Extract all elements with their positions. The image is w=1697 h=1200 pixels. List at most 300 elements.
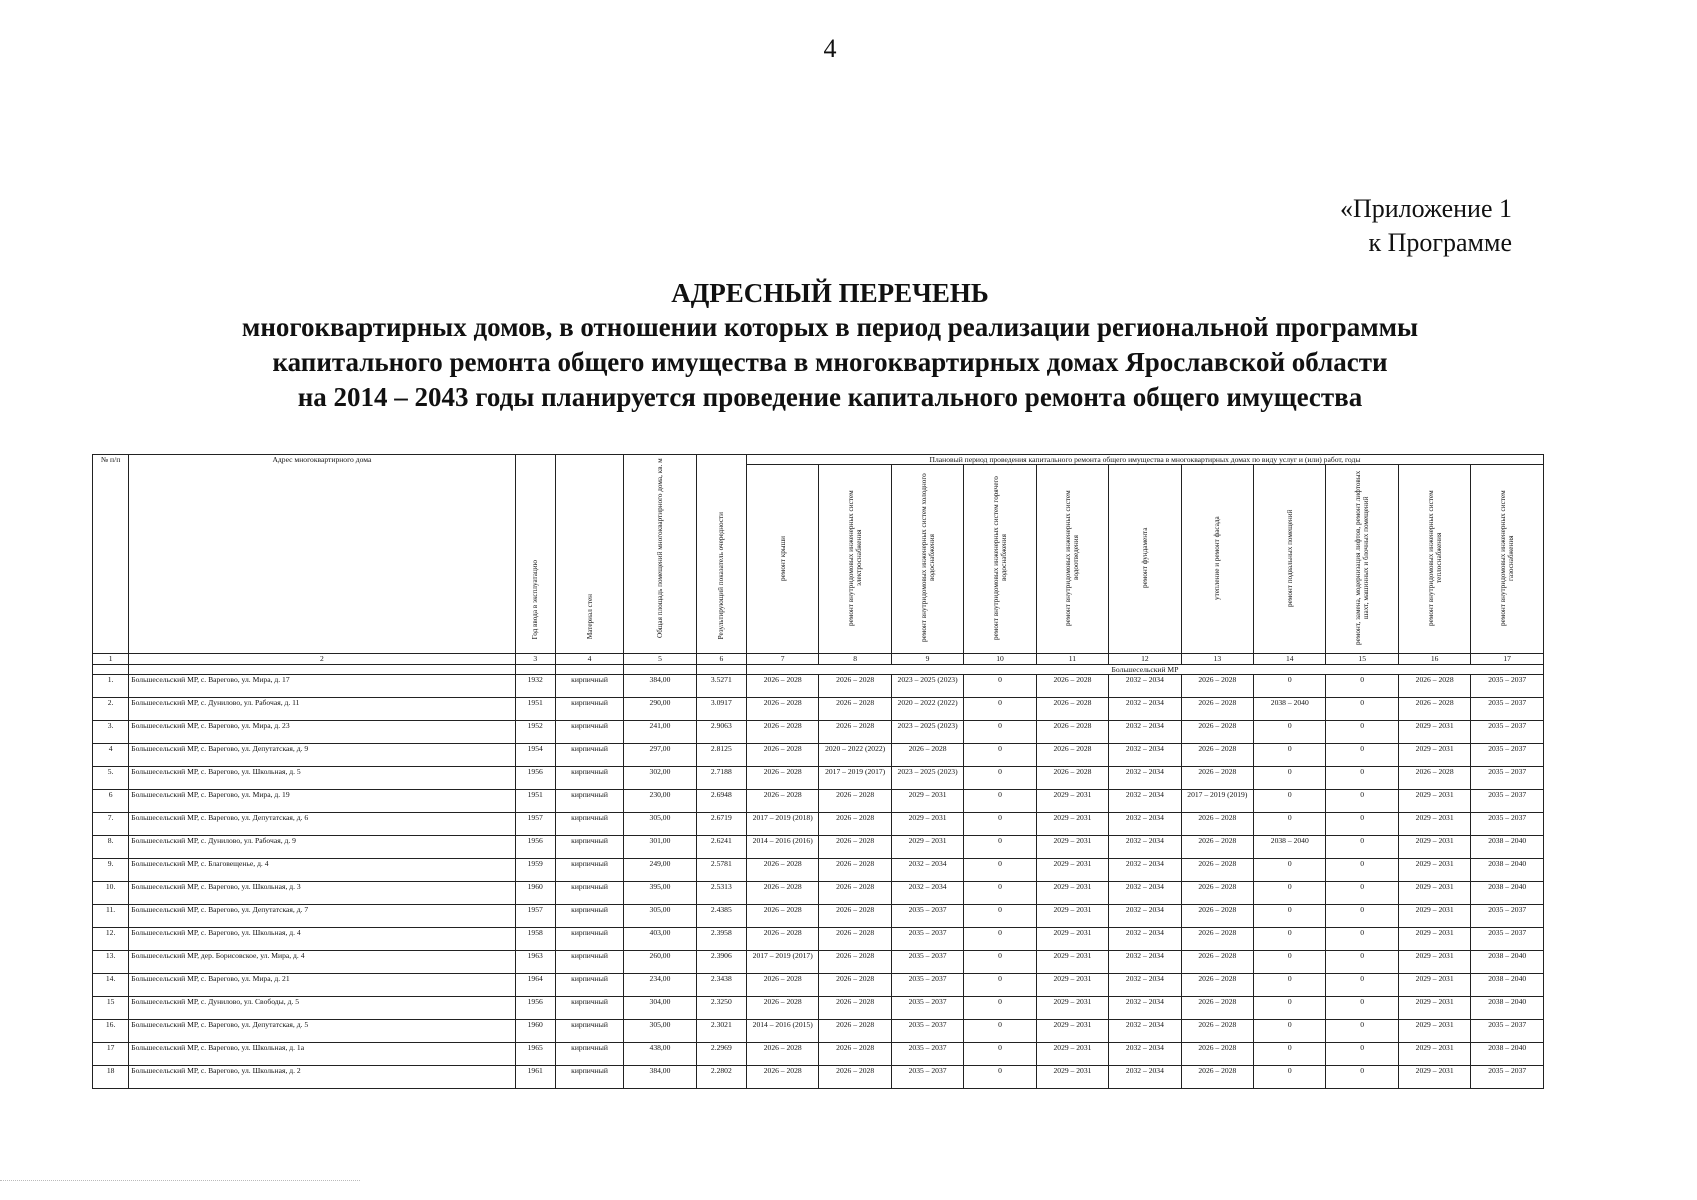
table-cell: 2029 – 2031 bbox=[1036, 813, 1108, 836]
table-cell: 1957 bbox=[515, 813, 555, 836]
table-body bbox=[93, 665, 1544, 1089]
table-cell: 2026 – 2028 bbox=[1036, 721, 1108, 744]
header-work-13 bbox=[1181, 465, 1253, 654]
table-cell: 0 bbox=[1326, 1020, 1398, 1043]
table-cell: 1963 bbox=[515, 951, 555, 974]
table-cell: 2029 – 2031 bbox=[1398, 813, 1470, 836]
address-cell: Большесельский МР, с. Дунилово, ул. Свободы, д. 5 bbox=[129, 997, 515, 1020]
table-row bbox=[93, 767, 1544, 790]
table-cell: 2038 – 2040 bbox=[1254, 698, 1326, 721]
table-cell: 11. bbox=[93, 905, 129, 928]
address-cell: Большесельский МР, дер. Борисовское, ул. Мира, д. 4 bbox=[129, 951, 515, 974]
table-cell: 2026 – 2028 bbox=[746, 882, 818, 905]
table-row bbox=[93, 882, 1544, 905]
table-cell: 395,00 bbox=[624, 882, 696, 905]
table-cell: 2032 – 2034 bbox=[1109, 790, 1181, 813]
table-row bbox=[93, 928, 1544, 951]
table-cell: 0 bbox=[1254, 721, 1326, 744]
table-cell: 2026 – 2028 bbox=[1036, 698, 1108, 721]
section-spacer bbox=[624, 665, 696, 675]
table-cell: 230,00 bbox=[624, 790, 696, 813]
appendix-line-1: «Приложение 1 bbox=[1339, 194, 1512, 223]
table-cell: кирпичный bbox=[555, 951, 623, 974]
table-cell: 2032 – 2034 bbox=[1109, 1020, 1181, 1043]
column-number: 16 bbox=[1398, 654, 1470, 665]
table-cell: 2032 – 2034 bbox=[1109, 721, 1181, 744]
header-work-9 bbox=[891, 465, 963, 654]
table-cell: 2035 – 2037 bbox=[1471, 928, 1544, 951]
header-work-text: ремонт внутридомовых инженерных систем теплоснабжения bbox=[1426, 490, 1443, 626]
table-cell: 2.3438 bbox=[696, 974, 746, 997]
table-cell: 0 bbox=[1326, 928, 1398, 951]
table-cell: 1964 bbox=[515, 974, 555, 997]
table-cell: 2026 – 2028 bbox=[819, 905, 891, 928]
table-cell: 260,00 bbox=[624, 951, 696, 974]
table-row bbox=[93, 1020, 1544, 1043]
table-cell: 2032 – 2034 bbox=[1109, 928, 1181, 951]
address-cell: Большесельский МР, с. Варегово, ул. Мира, д. 17 bbox=[129, 675, 515, 698]
table-cell: кирпичный bbox=[555, 928, 623, 951]
table-cell: кирпичный bbox=[555, 836, 623, 859]
table-cell: 2032 – 2034 bbox=[1109, 1066, 1181, 1089]
table-cell: кирпичный bbox=[555, 813, 623, 836]
table-row bbox=[93, 974, 1544, 997]
table-cell: 0 bbox=[1326, 974, 1398, 997]
table-cell: 0 bbox=[964, 675, 1036, 698]
address-cell: Большесельский МР, с. Варегово, ул. Школьная, д. 5 bbox=[129, 767, 515, 790]
header-material-text: Материал стен bbox=[585, 593, 594, 639]
table-cell: 2038 – 2040 bbox=[1471, 951, 1544, 974]
table-cell: 2029 – 2031 bbox=[1398, 1066, 1470, 1089]
table-cell: 0 bbox=[964, 790, 1036, 813]
table-cell: 1958 bbox=[515, 928, 555, 951]
header-work-text: ремонт крыши bbox=[778, 535, 787, 581]
header-work-7 bbox=[746, 465, 818, 654]
table-cell: 2035 – 2037 bbox=[1471, 698, 1544, 721]
table-cell: 0 bbox=[1254, 997, 1326, 1020]
table-cell: 290,00 bbox=[624, 698, 696, 721]
table-cell: кирпичный bbox=[555, 1020, 623, 1043]
table-cell: 2026 – 2028 bbox=[819, 1043, 891, 1066]
table-cell: 0 bbox=[1326, 1043, 1398, 1066]
table-cell: 2035 – 2037 bbox=[891, 928, 963, 951]
table-cell: 1954 bbox=[515, 744, 555, 767]
header-work-text: ремонт внутридомовых инженерных систем газоснабжения bbox=[1499, 490, 1516, 626]
table-cell: 2023 – 2025 (2023) bbox=[891, 675, 963, 698]
page-number: 4 bbox=[823, 34, 837, 63]
table-cell: кирпичный bbox=[555, 1066, 623, 1089]
table-cell: 2035 – 2037 bbox=[891, 1066, 963, 1089]
table-cell: 2026 – 2028 bbox=[819, 1020, 891, 1043]
table-cell: 5. bbox=[93, 767, 129, 790]
table-cell: 2.2802 bbox=[696, 1066, 746, 1089]
address-cell: Большесельский МР, с. Благовещенье, д. 4 bbox=[129, 859, 515, 882]
column-number: 3 bbox=[515, 654, 555, 665]
table-cell: 2029 – 2031 bbox=[1398, 1043, 1470, 1066]
table-cell: 2026 – 2028 bbox=[746, 744, 818, 767]
table-cell: 0 bbox=[964, 859, 1036, 882]
table-cell: 1957 bbox=[515, 905, 555, 928]
table-cell: 2.5313 bbox=[696, 882, 746, 905]
table-cell: кирпичный bbox=[555, 997, 623, 1020]
table-cell: 2029 – 2031 bbox=[1398, 882, 1470, 905]
table-cell: 6 bbox=[93, 790, 129, 813]
table-cell: 17 bbox=[93, 1043, 129, 1066]
table-cell: 384,00 bbox=[624, 675, 696, 698]
table-cell: 2017 – 2019 (2019) bbox=[1181, 790, 1253, 813]
table-cell: 438,00 bbox=[624, 1043, 696, 1066]
table-cell: 241,00 bbox=[624, 721, 696, 744]
table-cell: 2029 – 2031 bbox=[1398, 744, 1470, 767]
table-cell: 2026 – 2028 bbox=[1181, 928, 1253, 951]
table-cell: 2035 – 2037 bbox=[891, 974, 963, 997]
table-cell: 1961 bbox=[515, 1066, 555, 1089]
table-cell: 0 bbox=[1254, 1020, 1326, 1043]
table-cell: 0 bbox=[1326, 721, 1398, 744]
table-cell: 2038 – 2040 bbox=[1254, 836, 1326, 859]
table-cell: 2029 – 2031 bbox=[1398, 1020, 1470, 1043]
table-cell: 2026 – 2028 bbox=[1181, 882, 1253, 905]
table-cell: 2.3906 bbox=[696, 951, 746, 974]
table-cell: 2035 – 2037 bbox=[1471, 675, 1544, 698]
table-cell: 2035 – 2037 bbox=[1471, 790, 1544, 813]
table-cell: 2.3250 bbox=[696, 997, 746, 1020]
table-row bbox=[93, 790, 1544, 813]
header-work-text: ремонт внутридомовых инженерных систем горячего водоснабжения bbox=[992, 476, 1009, 640]
table-cell: 0 bbox=[1326, 836, 1398, 859]
header-work-17 bbox=[1471, 465, 1544, 654]
table-cell: 2038 – 2040 bbox=[1471, 836, 1544, 859]
table-cell: 0 bbox=[1326, 882, 1398, 905]
table-cell: 2035 – 2037 bbox=[1471, 767, 1544, 790]
column-number: 6 bbox=[696, 654, 746, 665]
table-cell: 2026 – 2028 bbox=[1181, 1043, 1253, 1066]
header-num: № п/п bbox=[93, 455, 129, 654]
table-row bbox=[93, 721, 1544, 744]
table-cell: 0 bbox=[1326, 859, 1398, 882]
table-row bbox=[93, 698, 1544, 721]
table-cell: 2026 – 2028 bbox=[1181, 675, 1253, 698]
table-cell: 2035 – 2037 bbox=[1471, 721, 1544, 744]
table-cell: 2026 – 2028 bbox=[746, 997, 818, 1020]
column-number: 4 bbox=[555, 654, 623, 665]
table-cell: 302,00 bbox=[624, 767, 696, 790]
table-cell: 2035 – 2037 bbox=[891, 1043, 963, 1066]
table-cell: 2026 – 2028 bbox=[746, 675, 818, 698]
column-number: 11 bbox=[1036, 654, 1108, 665]
column-number: 17 bbox=[1471, 654, 1544, 665]
table-row bbox=[93, 675, 1544, 698]
table-cell: 384,00 bbox=[624, 1066, 696, 1089]
table-cell: 2029 – 2031 bbox=[1398, 974, 1470, 997]
table-cell: 2029 – 2031 bbox=[1036, 1043, 1108, 1066]
table-cell: 1951 bbox=[515, 790, 555, 813]
table-cell: 2026 – 2028 bbox=[819, 721, 891, 744]
table-cell: 2032 – 2034 bbox=[1109, 813, 1181, 836]
table-cell: кирпичный bbox=[555, 744, 623, 767]
header-address: Адрес многоквартирного дома bbox=[129, 455, 515, 654]
address-cell: Большесельский МР, с. Варегово, ул. Школьная, д. 4 bbox=[129, 928, 515, 951]
table-cell: 0 bbox=[1326, 790, 1398, 813]
table-cell: 2032 – 2034 bbox=[1109, 882, 1181, 905]
table-cell: 14. bbox=[93, 974, 129, 997]
table-cell: 0 bbox=[964, 1066, 1036, 1089]
table-cell: 2032 – 2034 bbox=[1109, 836, 1181, 859]
scan-artifact-line bbox=[0, 1180, 360, 1182]
table-cell: 403,00 bbox=[624, 928, 696, 951]
table-cell: 2026 – 2028 bbox=[1181, 698, 1253, 721]
table-cell: 2029 – 2031 bbox=[1036, 882, 1108, 905]
table-cell: 2026 – 2028 bbox=[746, 974, 818, 997]
table-cell: 2.5781 bbox=[696, 859, 746, 882]
table-row bbox=[93, 997, 1544, 1020]
table-cell: 0 bbox=[1326, 951, 1398, 974]
table-cell: 2029 – 2031 bbox=[1398, 951, 1470, 974]
table-cell: 2026 – 2028 bbox=[819, 836, 891, 859]
table-cell: 0 bbox=[1254, 905, 1326, 928]
header-material bbox=[555, 455, 623, 654]
table-cell: 0 bbox=[1254, 813, 1326, 836]
table-cell: 1960 bbox=[515, 1020, 555, 1043]
header-work-8 bbox=[819, 465, 891, 654]
table-cell: 2026 – 2028 bbox=[819, 1066, 891, 1089]
table-cell: 0 bbox=[964, 882, 1036, 905]
table-cell: 2026 – 2028 bbox=[819, 813, 891, 836]
table-cell: 0 bbox=[1254, 744, 1326, 767]
table-cell: 2032 – 2034 bbox=[891, 859, 963, 882]
table-cell: 2032 – 2034 bbox=[1109, 859, 1181, 882]
header-work-15 bbox=[1326, 465, 1398, 654]
table-cell: 2029 – 2031 bbox=[1036, 928, 1108, 951]
header-work-11 bbox=[1036, 465, 1108, 654]
header-work-text: ремонт внутридомовых инженерных систем холодного водоснабжения bbox=[919, 473, 936, 643]
table-cell: 2029 – 2031 bbox=[1036, 1020, 1108, 1043]
table-cell: 305,00 bbox=[624, 813, 696, 836]
table-cell: 2032 – 2034 bbox=[1109, 1043, 1181, 1066]
table-cell: 297,00 bbox=[624, 744, 696, 767]
address-cell: Большесельский МР, с. Варегово, ул. Школьная, д. 2 bbox=[129, 1066, 515, 1089]
address-cell: Большесельский МР, с. Варегово, ул. Депутатская, д. 6 bbox=[129, 813, 515, 836]
address-cell: Большесельский МР, с. Варегово, ул. Мира, д. 19 bbox=[129, 790, 515, 813]
column-number: 12 bbox=[1109, 654, 1181, 665]
table-cell: кирпичный bbox=[555, 767, 623, 790]
column-number: 5 bbox=[624, 654, 696, 665]
table-cell: 0 bbox=[1254, 928, 1326, 951]
table-cell: 2032 – 2034 bbox=[1109, 698, 1181, 721]
table-cell: 2026 – 2028 bbox=[746, 721, 818, 744]
table-cell: 2029 – 2031 bbox=[1036, 974, 1108, 997]
table-cell: 0 bbox=[964, 744, 1036, 767]
table-cell: 0 bbox=[1326, 698, 1398, 721]
table-cell: 2026 – 2028 bbox=[819, 951, 891, 974]
table-cell: 2026 – 2028 bbox=[1181, 905, 1253, 928]
address-list-table bbox=[92, 454, 1544, 1089]
column-number: 14 bbox=[1254, 654, 1326, 665]
table-cell: 1960 bbox=[515, 882, 555, 905]
table-cell: 2.2969 bbox=[696, 1043, 746, 1066]
table-cell: 1951 bbox=[515, 698, 555, 721]
table-cell: 2026 – 2028 bbox=[746, 905, 818, 928]
table-cell: 305,00 bbox=[624, 1020, 696, 1043]
table-cell: 2026 – 2028 bbox=[1398, 698, 1470, 721]
table-cell: кирпичный bbox=[555, 1043, 623, 1066]
table-cell: 0 bbox=[1326, 1066, 1398, 1089]
table-cell: 0 bbox=[1254, 1066, 1326, 1089]
appendix-line-2: к Программе bbox=[1368, 228, 1512, 257]
table-cell: 2029 – 2031 bbox=[891, 813, 963, 836]
table-cell: 1932 bbox=[515, 675, 555, 698]
table-cell: кирпичный bbox=[555, 859, 623, 882]
column-number-row bbox=[93, 654, 1544, 665]
table-cell: 2026 – 2028 bbox=[746, 698, 818, 721]
table-cell: 2032 – 2034 bbox=[1109, 675, 1181, 698]
table-cell: 7. bbox=[93, 813, 129, 836]
table-cell: 2017 – 2019 (2018) bbox=[746, 813, 818, 836]
table-cell: 2.6241 bbox=[696, 836, 746, 859]
table-cell: 0 bbox=[964, 836, 1036, 859]
address-cell: Большесельский МР, с. Варегово, ул. Депутатская, д. 7 bbox=[129, 905, 515, 928]
table-cell: 2.7188 bbox=[696, 767, 746, 790]
table-cell: 2026 – 2028 bbox=[1036, 767, 1108, 790]
table-cell: 0 bbox=[1254, 1043, 1326, 1066]
table-cell: 0 bbox=[1254, 859, 1326, 882]
table-cell: 10. bbox=[93, 882, 129, 905]
table-cell: 2026 – 2028 bbox=[1398, 767, 1470, 790]
column-number: 2 bbox=[129, 654, 515, 665]
table-cell: 2032 – 2034 bbox=[1109, 997, 1181, 1020]
table-cell: 3. bbox=[93, 721, 129, 744]
header-work-text: ремонт, замена, модернизация лифтов, ремонт лифтовых шахт, машинных и блочных помещений bbox=[1354, 470, 1371, 646]
document-title bbox=[110, 276, 1550, 415]
header-year-text: Год ввода в эксплуатацию bbox=[531, 559, 540, 639]
table-cell: 2026 – 2028 bbox=[819, 882, 891, 905]
header-area bbox=[624, 455, 696, 654]
table-cell: 2.3958 bbox=[696, 928, 746, 951]
table-cell: 0 bbox=[1326, 675, 1398, 698]
table-cell: 18 bbox=[93, 1066, 129, 1089]
table-cell: 2035 – 2037 bbox=[891, 951, 963, 974]
header-work-text: ремонт внутридомовых инженерных систем электроснабжения bbox=[847, 490, 864, 626]
table-cell: 2029 – 2031 bbox=[1398, 928, 1470, 951]
table-cell: 2035 – 2037 bbox=[1471, 744, 1544, 767]
table-cell: 2038 – 2040 bbox=[1471, 859, 1544, 882]
table-cell: 2029 – 2031 bbox=[891, 836, 963, 859]
table-cell: 2029 – 2031 bbox=[1398, 859, 1470, 882]
table-cell: 2032 – 2034 bbox=[1109, 905, 1181, 928]
table-cell: 2014 – 2016 (2016) bbox=[746, 836, 818, 859]
table-cell: 2026 – 2028 bbox=[819, 997, 891, 1020]
appendix-label bbox=[1340, 192, 1512, 260]
table-cell: 2029 – 2031 bbox=[1398, 721, 1470, 744]
table-header bbox=[93, 455, 1544, 665]
table-row bbox=[93, 1043, 1544, 1066]
table-cell: 2029 – 2031 bbox=[1036, 951, 1108, 974]
title-line-3: на 2014 – 2043 годы планируется проведение капитального ремонта общего имущества bbox=[297, 382, 1363, 412]
table-cell: 249,00 bbox=[624, 859, 696, 882]
section-spacer bbox=[515, 665, 555, 675]
header-work-text: ремонт внутридомовых инженерных систем водоотведения bbox=[1064, 490, 1081, 626]
table-cell: 2023 – 2025 (2023) bbox=[891, 767, 963, 790]
table-cell: 1965 bbox=[515, 1043, 555, 1066]
table-cell: 2026 – 2028 bbox=[819, 675, 891, 698]
table-cell: 2032 – 2034 bbox=[1109, 974, 1181, 997]
table-cell: 2032 – 2034 bbox=[1109, 767, 1181, 790]
table-cell: 2029 – 2031 bbox=[1036, 1066, 1108, 1089]
header-priority bbox=[696, 455, 746, 654]
table-row bbox=[93, 836, 1544, 859]
header-year bbox=[515, 455, 555, 654]
column-number: 13 bbox=[1181, 654, 1253, 665]
table-cell: 2026 – 2028 bbox=[1181, 744, 1253, 767]
header-work-text: утепление и ремонт фасада bbox=[1213, 516, 1222, 600]
table-cell: 2026 – 2028 bbox=[1181, 767, 1253, 790]
table-cell: 2026 – 2028 bbox=[746, 1043, 818, 1066]
column-number: 9 bbox=[891, 654, 963, 665]
section-spacer bbox=[555, 665, 623, 675]
table-cell: 12. bbox=[93, 928, 129, 951]
table-cell: 2026 – 2028 bbox=[819, 859, 891, 882]
table-cell: 0 bbox=[1254, 951, 1326, 974]
table-cell: 2026 – 2028 bbox=[1181, 813, 1253, 836]
table-cell: 0 bbox=[964, 767, 1036, 790]
column-number: 10 bbox=[964, 654, 1036, 665]
section-spacer bbox=[696, 665, 746, 675]
table-cell: 2035 – 2037 bbox=[891, 997, 963, 1020]
table-cell: 2029 – 2031 bbox=[1398, 905, 1470, 928]
table-cell: 2026 – 2028 bbox=[819, 928, 891, 951]
address-cell: Большесельский МР, с. Варегово, ул. Депутатская, д. 5 bbox=[129, 1020, 515, 1043]
table-cell: 0 bbox=[964, 813, 1036, 836]
header-area-text: Общая площадь помещений многоквартирного дома, кв. м bbox=[655, 458, 664, 638]
table-cell: 2026 – 2028 bbox=[1181, 721, 1253, 744]
table-cell: 2026 – 2028 bbox=[746, 767, 818, 790]
header-work-text: ремонт фундамента bbox=[1140, 527, 1149, 589]
table-cell: кирпичный bbox=[555, 905, 623, 928]
table-row bbox=[93, 813, 1544, 836]
header-work-14 bbox=[1254, 465, 1326, 654]
table-cell: 2020 – 2022 (2022) bbox=[891, 698, 963, 721]
column-number: 1 bbox=[93, 654, 129, 665]
table-cell: 2026 – 2028 bbox=[1036, 675, 1108, 698]
section-spacer bbox=[93, 665, 129, 675]
title-line-1: многоквартирных домов, в отношении которых в период реализации региональной программы bbox=[241, 312, 1419, 342]
table-cell: кирпичный bbox=[555, 675, 623, 698]
table-cell: кирпичный bbox=[555, 790, 623, 813]
table-cell: 2038 – 2040 bbox=[1471, 974, 1544, 997]
table-cell: 234,00 bbox=[624, 974, 696, 997]
table-cell: 3.0917 bbox=[696, 698, 746, 721]
header-priority-text: Результирующий показатель очередности bbox=[717, 511, 726, 639]
table-cell: 2029 – 2031 bbox=[1398, 836, 1470, 859]
table-cell: 2035 – 2037 bbox=[891, 1020, 963, 1043]
table-cell: 0 bbox=[964, 721, 1036, 744]
table-cell: 2035 – 2037 bbox=[1471, 1066, 1544, 1089]
table-cell: 1956 bbox=[515, 767, 555, 790]
table-cell: 9. bbox=[93, 859, 129, 882]
table-cell: 4 bbox=[93, 744, 129, 767]
table-cell: 2029 – 2031 bbox=[1036, 836, 1108, 859]
address-cell: Большесельский МР, с. Дунилово, ул. Рабочая, д. 9 bbox=[129, 836, 515, 859]
table-cell: 2029 – 2031 bbox=[1398, 790, 1470, 813]
table-cell: кирпичный bbox=[555, 698, 623, 721]
table-cell: 2026 – 2028 bbox=[746, 859, 818, 882]
table-cell: 305,00 bbox=[624, 905, 696, 928]
table-cell: 2026 – 2028 bbox=[746, 790, 818, 813]
table-cell: 0 bbox=[964, 698, 1036, 721]
table-cell: 0 bbox=[964, 928, 1036, 951]
table-cell: 2026 – 2028 bbox=[1036, 744, 1108, 767]
table-row bbox=[93, 859, 1544, 882]
